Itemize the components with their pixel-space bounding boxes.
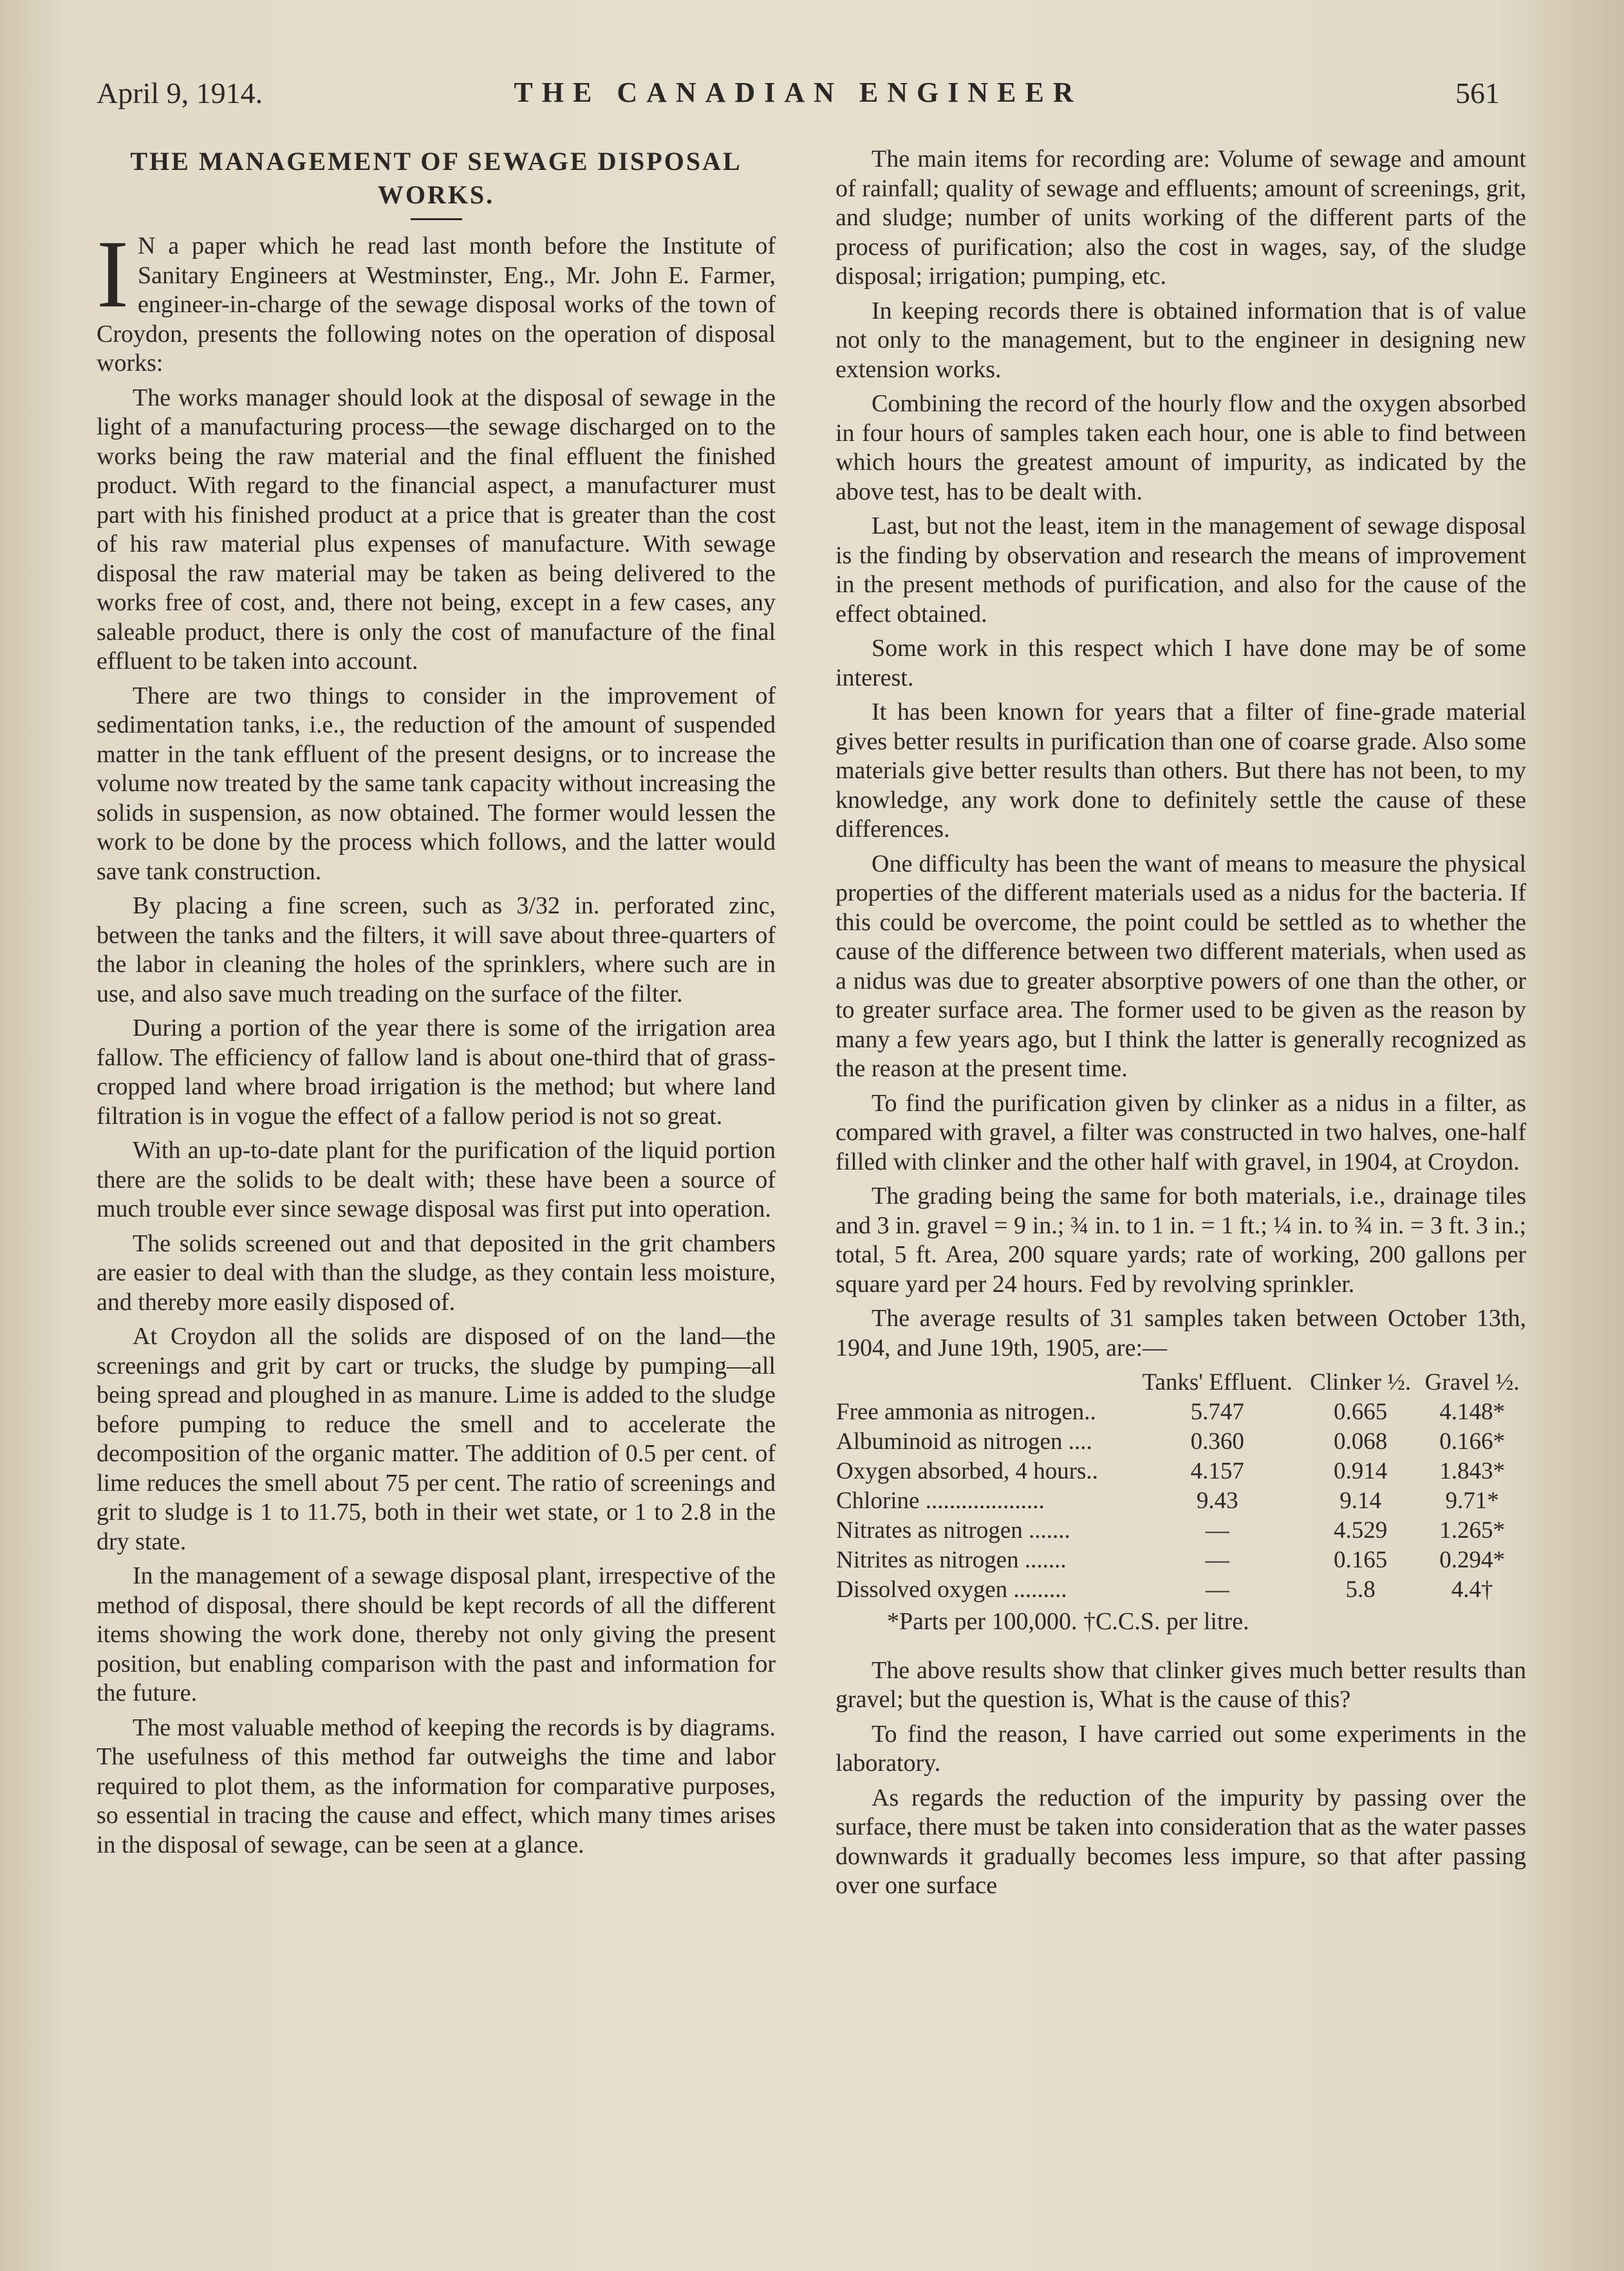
table-cell: 0.165 bbox=[1333, 1547, 1388, 1573]
table-cell: 0.665 bbox=[1333, 1399, 1388, 1425]
table-cell: 4.529 bbox=[1333, 1517, 1388, 1544]
body-paragraph: The grading being the same for both materials, i.e., drainage tiles and 3 in. gravel = 9 in.; ¾ in. to 1 in. = 1 ft.; ¼ in. to ¾ in. = 3 ft. 3 in.; total, 5 ft. Area, 200 square yards; rate of working, 200 gallons per square yard per 24 hours. Fed by revolving sprinkler. bbox=[835, 1182, 1526, 1298]
table-row bbox=[835, 1457, 1526, 1486]
table-row-label: Free ammonia as nitrogen.. bbox=[836, 1399, 1096, 1425]
table-cell: 5.747 bbox=[1190, 1399, 1244, 1425]
table-cell: 1.843* bbox=[1439, 1458, 1505, 1484]
table-cell: 9.71* bbox=[1445, 1488, 1499, 1514]
body-paragraph: Combining the record of the hourly flow and the oxygen absorbed in four hours of samples taken each hour, one is able to find between which hours the greatest amount of impurity, as indicated by the above test, has to be dealt with. bbox=[835, 390, 1526, 505]
table-row-label: Dissolved oxygen ......... bbox=[836, 1576, 1067, 1603]
table-cell: 0.068 bbox=[1333, 1428, 1388, 1455]
table-row bbox=[835, 1427, 1526, 1457]
table-header-row bbox=[835, 1368, 1526, 1397]
table-cell: 0.166* bbox=[1439, 1428, 1505, 1455]
table-row bbox=[835, 1397, 1526, 1427]
body-paragraph: The solids screened out and that deposited in the grit chambers are easier to deal with than the sludge, as they contain less moisture, and thereby more easily disposed of. bbox=[97, 1229, 776, 1316]
issue-date: April 9, 1914. bbox=[97, 77, 263, 109]
table-cell: 4.4† bbox=[1451, 1576, 1493, 1603]
right-column bbox=[835, 145, 1526, 1906]
table-header-cell: Gravel ½. bbox=[1424, 1369, 1520, 1396]
table-row bbox=[835, 1516, 1526, 1546]
body-paragraph: One difficulty has been the want of means to measure the physical properties of the different materials used as a nidus for the bacteria. If this could be overcome, the point could be settled as to whether the cause of the difference between two different materials, when used as a nidus was due to greater absorptive powers of one than the other, or to greater surface area. The former used to be given as the reason by many a few years ago, but I think the latter is generally recognized as the reason at the present time. bbox=[835, 850, 1526, 1082]
body-paragraph: By placing a fine screen, such as 3/32 in. perforated zinc, between the tanks and the filters, it will save about three-quarters of the labor in cleaning the holes of the sprinklers, where such are in use, and also save much treading on the surface of the filter. bbox=[97, 892, 776, 1007]
left-column bbox=[97, 145, 776, 1865]
body-paragraph: As regards the reduction of the impurity by passing over the surface, there must be taken into consideration that as the water passes downwards it gradually becomes less impure, so that after passing over one surface bbox=[835, 1784, 1526, 1899]
drop-cap: I bbox=[97, 221, 129, 328]
body-paragraph: Some work in this respect which I have done may be of some interest. bbox=[835, 635, 1526, 691]
table-cell: 1.265* bbox=[1439, 1517, 1505, 1544]
body-paragraph: There are two things to consider in the improvement of sedimentation tanks, i.e., the reduction of the amount of suspended matter in the tank effluent of the present designs, or to increase the volume now treated by the same tank capacity without increasing the solids in suspension, as now obtained. The former would lessen the work to be done by the process which follows, and the latter would save tank construction. bbox=[97, 682, 776, 885]
table-cell: — bbox=[1205, 1517, 1229, 1544]
body-paragraph: In the management of a sewage disposal plant, irrespective of the method of disposal, there should be kept records of all the different items showing the work done, thereby not only giving the present position, but enabling comparison with the past and information for the future. bbox=[97, 1562, 776, 1706]
table-row-label: Nitrites as nitrogen ....... bbox=[836, 1547, 1067, 1573]
body-paragraph: To find the purification given by clinker as a nidus in a filter, as compared with gravel, a filter was constructed in two halves, one-half filled with clinker and the other half with gravel, in 1904, at Croydon. bbox=[835, 1089, 1526, 1175]
title-rule bbox=[411, 218, 462, 220]
table-cell: 4.157 bbox=[1190, 1458, 1244, 1484]
body-paragraph: At Croydon all the solids are disposed of on the land—the screenings and grit by cart or trucks, the sludge by pumping—all being spread and ploughed in as manure. Lime is added to the sludge before pumping to reduce the smell and to accelerate the decomposition of the organic matter. The addition of 0.5 per cent. of lime reduces the smell about 75 per cent. The ratio of screenings and grit to sludge is 1 to 11.75, both in their wet state, or 1 to 2.8 in the dry state. bbox=[97, 1323, 776, 1555]
page-header bbox=[97, 71, 1500, 116]
table-cell: 0.914 bbox=[1333, 1458, 1388, 1484]
body-paragraph: The above results show that clinker gives much better results than gravel; but the question is, What is the cause of this? bbox=[835, 1656, 1526, 1713]
body-paragraph: In keeping records there is obtained information that is of value not only to the management, but to the engineer in designing new extension works. bbox=[835, 297, 1526, 383]
body-paragraph: To find the reason, I have carried out some experiments in the laboratory. bbox=[835, 1720, 1526, 1777]
table-row-label: Albuminoid as nitrogen .... bbox=[836, 1428, 1092, 1455]
intro-paragraph bbox=[97, 221, 776, 378]
body-paragraph: During a portion of the year there is some of the irrigation area fallow. The efficiency of fallow land is about one-third that of grass-cropped land where broad irrigation is the method; but where land filtration is in vogue the effect of a fallow period is not so great. bbox=[97, 1014, 776, 1130]
table-cell: — bbox=[1205, 1547, 1229, 1573]
body-paragraph: The works manager should look at the disposal of sewage in the light of a manufacturing process—the sewage discharged on to the works being the raw material and the final effluent the finished product. With regard to the financial aspect, a manufacturer must part with his finished product at a price that is greater than the cost of his raw material plus expenses of manufacture. With sewage disposal the raw material may be taken as being delivered to the works free of cost, and, there not being, except in a few cases, any saleable product, there is only the cost of manufacture of the final effluent to be taken into account. bbox=[97, 384, 776, 675]
table-row-label: Oxygen absorbed, 4 hours.. bbox=[836, 1458, 1098, 1484]
body-paragraph: With an up-to-date plant for the purification of the liquid portion there are the solids to be dealt with; these have been a source of much trouble ever since sewage disposal was first put into operation. bbox=[97, 1137, 776, 1222]
table-row bbox=[835, 1575, 1526, 1605]
table-row-label: Nitrates as nitrogen ....... bbox=[836, 1517, 1070, 1544]
table-cell: 4.148* bbox=[1439, 1399, 1505, 1425]
body-paragraph: The main items for recording are: Volume of sewage and amount of rainfall; quality of sewage and effluents; amount of screenings, grit, and sludge; number of units working of the different parts of the process of purification; also the cost in wages, say, of the sludge disposal; irrigation; pumping, etc. bbox=[835, 145, 1526, 290]
table-cell: 9.43 bbox=[1196, 1488, 1238, 1514]
table-cell: — bbox=[1205, 1576, 1229, 1603]
journal-title: THE CANADIAN ENGINEER bbox=[514, 77, 1083, 108]
intro-text: N a paper which he read last month before the Institute of Sanitary Engineers at Westminster, Eng., Mr. John E. Farmer, engineer-in-charge of the sewage disposal works of the town of Croydon, presents the following notes on the operation of disposal works: bbox=[97, 232, 776, 377]
table-header-cell: Clinker ½. bbox=[1309, 1369, 1412, 1396]
table-cell: 9.14 bbox=[1339, 1488, 1381, 1514]
table-row-label: Chlorine .................... bbox=[836, 1488, 1045, 1514]
table-footnote: *Parts per 100,000. †C.C.S. per litre. bbox=[887, 1608, 1249, 1635]
body-paragraph: Last, but not the least, item in the management of sewage disposal is the finding by observation and research the means of improvement in the present methods of purification, and also for the cause of the effect obtained. bbox=[835, 512, 1526, 628]
table-header-cell bbox=[835, 1368, 1132, 1397]
table-cell: 0.294* bbox=[1439, 1547, 1505, 1573]
body-paragraph: The most valuable method of keeping the records is by diagrams. The usefulness of this method far outweighs the time and labor required to plot them, as the information for comparative purposes, so essential in tracing the cause and effect, which many times arises in the disposal of sewage, can be seen at a glance. bbox=[97, 1714, 776, 1858]
table-cell: 5.8 bbox=[1345, 1576, 1376, 1603]
table-header-cell: Tanks' Effluent. bbox=[1142, 1369, 1293, 1396]
table-cell: 0.360 bbox=[1190, 1428, 1244, 1455]
body-paragraph: The average results of 31 samples taken between October 13th, 1904, and June 19th, 1905, are:— bbox=[835, 1305, 1526, 1361]
table-row bbox=[835, 1546, 1526, 1575]
results-table bbox=[835, 1368, 1526, 1605]
table-row bbox=[835, 1486, 1526, 1516]
page-number: 561 bbox=[1455, 77, 1500, 109]
article-title: THE MANAGEMENT OF SEWAGE DISPOSAL WORKS. bbox=[130, 147, 742, 209]
body-paragraph: It has been known for years that a filter of fine-grade material gives better results in purification than one of coarse grade. Also some materials give better results than others. But there has not been, to my knowledge, any work done to definitely settle the cause of these differences. bbox=[835, 698, 1526, 843]
